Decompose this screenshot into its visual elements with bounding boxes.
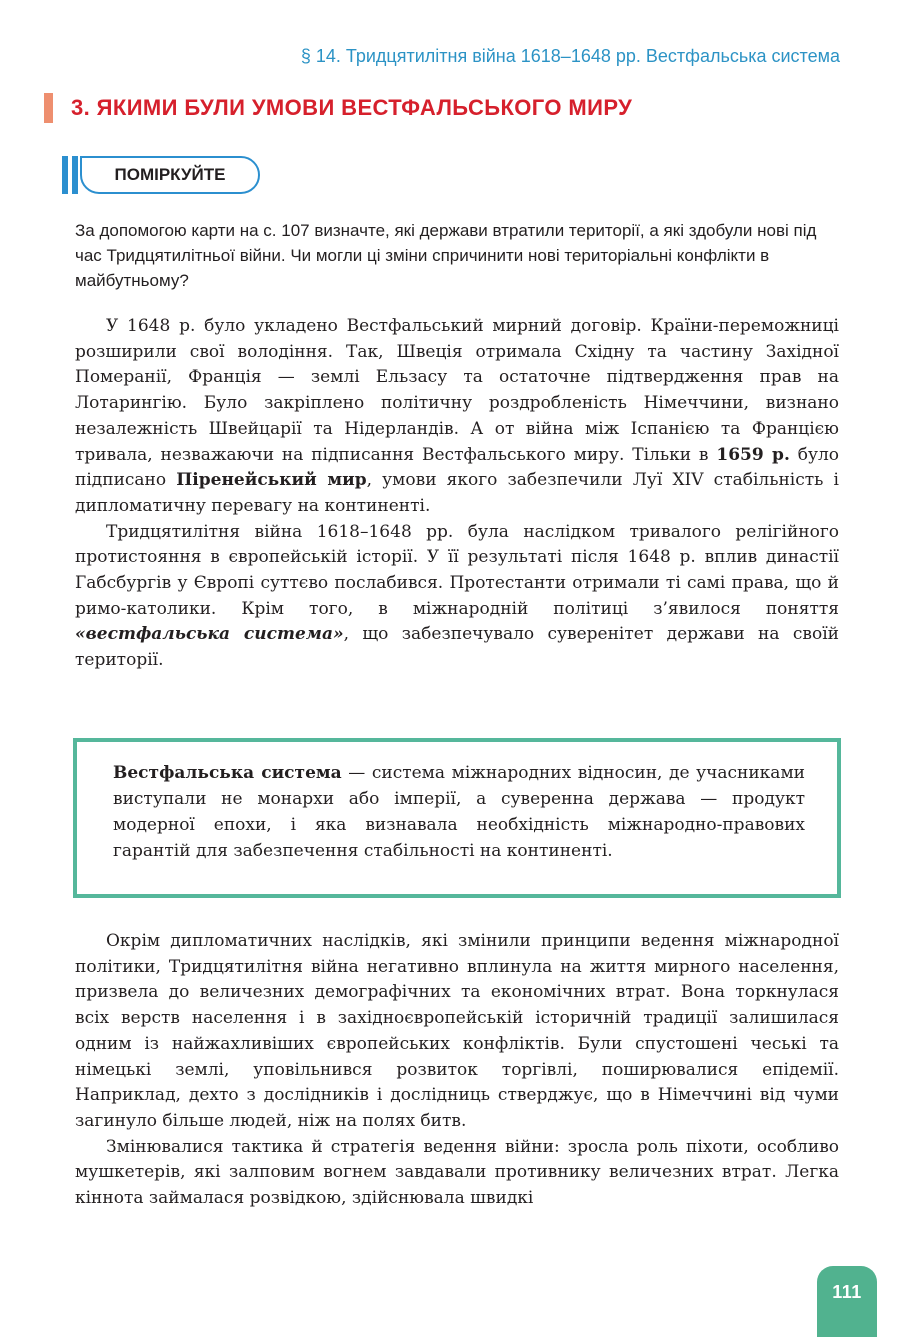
think-bar-icon [62,156,68,194]
running-head: § 14. Тридцятилітня війна 1618–1648 рр. Вестфальська система [300,46,840,66]
bold-date: 1659 р. [716,444,790,465]
text: , що забезпечувало суверенітет держави на своїй території. [75,624,839,671]
section-marker [44,93,53,123]
paragraph-3: Окрім дипломатичних наслідків, які змінили принципи ведення міжнародної політики, Тридцятилітня війна негативно вплинула на життя мирного населення, призвела до величезних демографічних та економічних втрат. Вона торкнулася всіх верств населення і в західноєвропейській історичній традиції залишилася одним із найжахливіших європейських конфліктів. Були спустошені чеські та німецькі землі, уповільнився розвиток торгівлі, поширювалися епідемії. Наприклад, дехто з дослідників і дослідниць стверджує, що в Німеччині від чуми загинуло більше людей, ніж на полях битв. [75,931,839,1131]
main-text-block-1 [75,314,839,674]
main-text-block-2 [75,929,839,1212]
text: У 1648 р. було укладено Вестфальський мирний договір. Країни-переможниці розширили свої володіння. Так, Швеція отримала Східну та частину Західної Померанії, Франція — землі Ельзасу та остаточне підтвердження прав на Лотарингію. Було закріплено політичну роздробленість Німеччини, визнано незалежність Швейцарії та Нідерландів. А от війна між Іспанією та Францією тривала, незважаючи на підписання Вестфальського миру. Тільки в [75,316,839,465]
paragraph-2 [75,520,839,674]
definition-term: Вестфальська система [113,763,342,783]
section-heading [44,92,632,124]
page-number: 111 [817,1266,877,1337]
paragraph-4: Змінювалися тактика й стратегія ведення війни: зросла роль піхоти, особливо мушкетерів, які залповим вогнем завдавали противнику величезних втрат. Легка кіннота займалася розвідкою, здійснювала швидкі [75,1136,839,1209]
text: Тридцятилітня війна 1618–1648 рр. була наслідком тривалого релігійного протистояння в європейській історії. У її результаті після 1648 р. вплив династії Габсбургів у Європі суттєво послабився. Протестанти отримали ті самі права, що й римо-католики. Крім того, в міжнародній політиці з’явилося поняття [75,521,839,619]
paragraph-1 [75,314,839,520]
bold-term: Піренейський мир [176,470,367,491]
text: , умови якого забезпечили Луї XIV стабільність і дипломатичну перевагу на континенті. [75,470,839,516]
definition-body: — система міжнародних відносин, де учасниками виступали не монархи або імперії, а суверенна держава — продукт модерної епохи, і яка визнавала необхідність міжнародно-правових гарантій для забезпечення стабільності на континенті. [113,763,806,861]
section-title: 3. ЯКИМИ БУЛИ УМОВИ ВЕСТФАЛЬСЬКОГО МИРУ [71,95,633,120]
think-label [62,156,262,194]
italic-term: «вестфальська система» [75,624,344,645]
think-question: За допомогою карти на с. 107 визначте, які держави втратили території, а які здобули нові під час Тридцятилітньої війни. Чи могли ці зміни спричинити нові територіальні конфлікти в майбутньому? [75,221,817,290]
think-bar-icon [72,156,78,194]
text: було підписано [75,444,840,491]
definition-box [73,738,841,898]
definition-text [113,760,805,864]
think-pill: ПОМІРКУЙТЕ [80,156,260,194]
